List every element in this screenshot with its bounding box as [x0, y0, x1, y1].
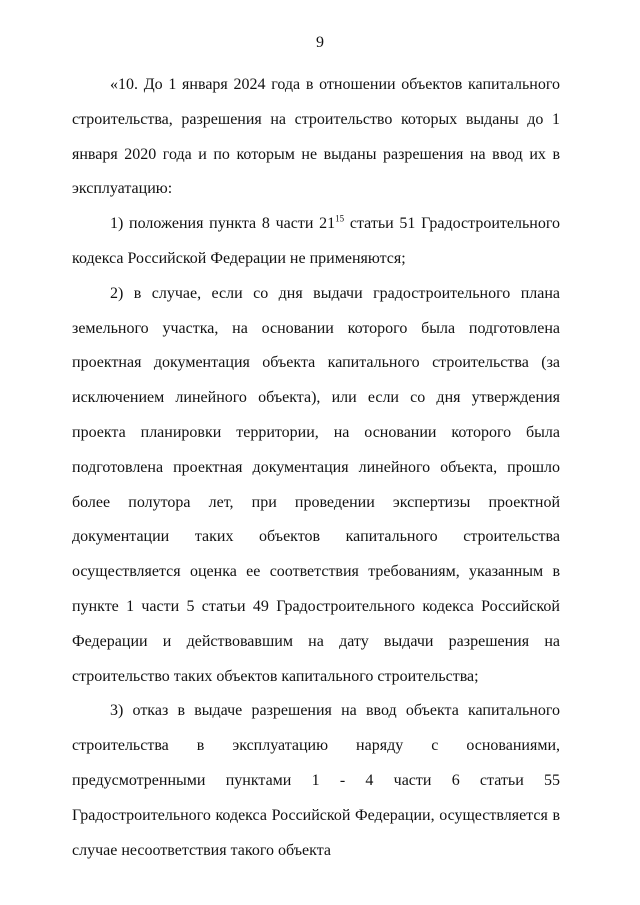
item-1-text-end: статьи 51 Градостроительного кодекса Российской Федерации не применяются; — [72, 215, 560, 267]
item-1-superscript: 15 — [335, 213, 345, 224]
paragraph-item-2: 2) в случае, если со дня выдачи градостроительного плана земельного участка, на основании которого была подготовлена проектная документация объекта капитального строительства (за исключением линейного объекта), или если со дня утверждения проекта планировки территории, на основании которого была подготовлена проектная документация линейного объекта, прошло более полутора лет, при проведении экспертизы проектной документации таких объектов капитального строительства осуществляется оценка ее соответствия требованиям, указанным в пункте 1 части 5 статьи 49 Градостроительного кодекса Российской Федерации и действовавшим на дату выдачи разрешения на строительство таких объектов капитального строительства; — [72, 284, 560, 685]
paragraph-item-1 — [72, 207, 560, 277]
paragraph-item-3: 3) отказ в выдаче разрешения на ввод объекта капитального строительства в эксплуатацию наряду с основаниями, предусмотренными пунктами 1 - 4 части 6 статьи 55 Градостроительного кодекса Российской Федерации, осуществляется в случае несоответствия такого объекта — [72, 702, 560, 859]
paragraph-intro: «10. До 1 января 2024 года в отношении объектов капитального строительства, разрешения на строительство которых выданы до 1 января 2020 года и по которым не выданы разрешения на ввод их в эксплуатацию: — [72, 76, 560, 198]
item-1-text-start: 1) положения пункта 8 части 21 — [110, 215, 336, 233]
page-number: 9 — [316, 34, 324, 51]
document-body — [72, 68, 560, 868]
